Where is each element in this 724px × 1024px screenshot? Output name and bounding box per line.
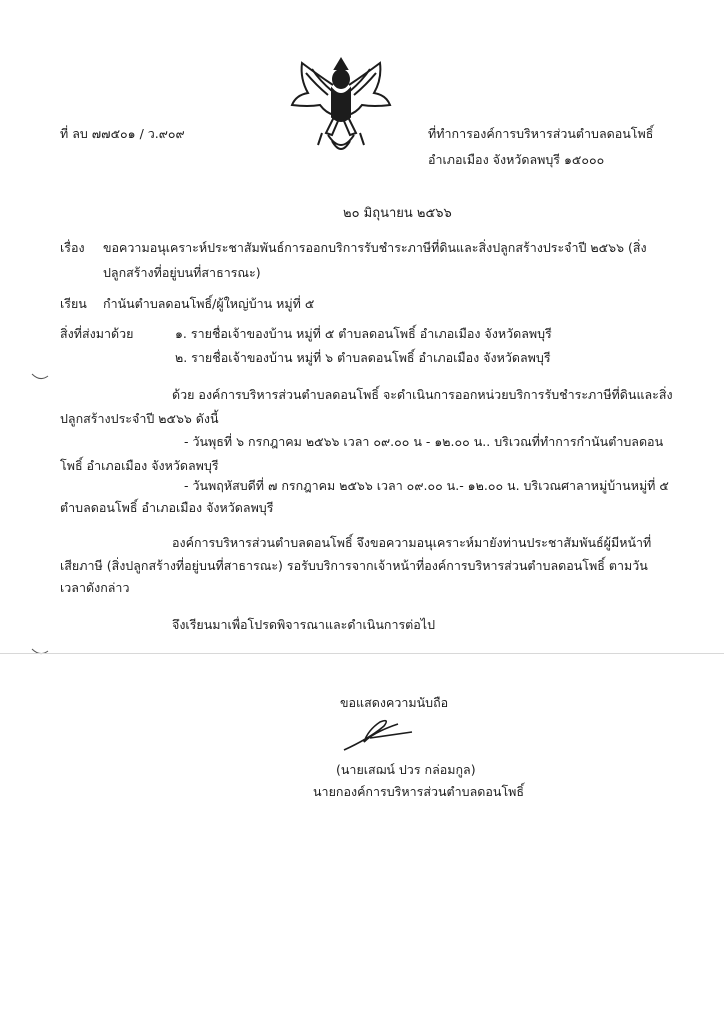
office-address-line1: ที่ทำการองค์การบริหารส่วนตำบลดอนโพธิ์ [428,126,654,141]
schedule-item-2-line1: - วันพฤหัสบดีที่ ๗ กรกฎาคม ๒๕๖๖ เวลา ๐๙.๐๐ น.- ๑๒.๐๐ น. บริเวณศาลาหมู่บ้านหมู่ที่ ๕ [184,478,669,493]
recipient-label: เรียน [60,296,87,311]
letter-date: ๒๐ มิถุนายน ๒๕๖๖ [343,206,452,221]
punch-mark [30,370,50,382]
signer-name: (นายเสฌน์ ปวร กล่อมกูล) [336,762,476,777]
subject-line2: ปลูกสร้างที่อยู่บนที่สาธารณะ) [103,265,261,280]
office-address-line2: อำเภอเมือง จังหวัดลพบุรี ๑๕๐๐๐ [428,152,605,167]
reference-number: ที่ ลบ ๗๗๕๐๑ / ว.๙๐๙ [60,126,185,141]
request-paragraph-line3: เวลาดังกล่าว [60,580,130,595]
regards-line: ขอแสดงความนับถือ [340,695,449,710]
subject-line1: ขอความอนุเคราะห์ประชาสัมพันธ์การออกบริการรับชำระภาษีที่ดินและสิ่งปลูกสร้างประจำปี ๒๕๖๖ (สิ่ง [103,240,647,255]
signature-scribble [340,708,420,758]
garuda-emblem-icon [288,55,394,159]
punch-mark [30,645,50,657]
schedule-item-2-line2: ตำบลดอนโพธิ์ อำเภอเมือง จังหวัดลพบุรี [60,500,274,515]
request-paragraph-line2: เสียภาษี (สิ่งปลูกสร้างที่อยู่บนที่สาธารณะ) รอรับบริการจากเจ้าหน้าที่องค์การบริหารส่วนตำบลดอนโพธิ์ ตามวัน [60,558,648,573]
enclosure-label: สิ่งที่ส่งมาด้วย [60,326,134,341]
request-paragraph-line1: องค์การบริหารส่วนตำบลดอนโพธิ์ จึงขอความอนุเคราะห์มายังท่านประชาสัมพันธ์ผู้มีหน้าที่ [172,535,652,550]
signer-position: นายกองค์การบริหารส่วนตำบลดอนโพธิ์ [313,784,525,799]
subject-label: เรื่อง [60,240,85,255]
enclosure-item-2: ๒. รายชื่อเจ้าของบ้าน หมู่ที่ ๖ ตำบลดอนโพธิ์ อำเภอเมือง จังหวัดลพบุรี [175,350,551,365]
enclosure-item-1: ๑. รายชื่อเจ้าของบ้าน หมู่ที่ ๕ ตำบลดอนโพธิ์ อำเภอเมือง จังหวัดลพบุรี [175,326,552,341]
body-line2: ปลูกสร้างประจำปี ๒๕๖๖ ดังนี้ [60,411,219,426]
schedule-item-1-line2: โพธิ์ อำเภอเมือง จังหวัดลพบุรี [60,458,219,473]
recipient-text: กำนันตำบลดอนโพธิ์/ผู้ใหญ่บ้าน หมู่ที่ ๕ [103,296,315,311]
schedule-item-1-line1: - วันพุธที่ ๖ กรกฎาคม ๒๕๖๖ เวลา ๐๙.๐๐ น - ๑๒.๐๐ น.. บริเวณที่ทำการกำนันตำบลดอน [184,434,664,449]
body-line1: ด้วย องค์การบริหารส่วนตำบลดอนโพธิ์ จะดำเนินการออกหน่วยบริการรับชำระภาษีที่ดินและสิ่ง [172,387,673,402]
closing-line: จึงเรียนมาเพื่อโปรดพิจารณาและดำเนินการต่อไป [172,617,436,632]
fold-line [0,653,724,654]
